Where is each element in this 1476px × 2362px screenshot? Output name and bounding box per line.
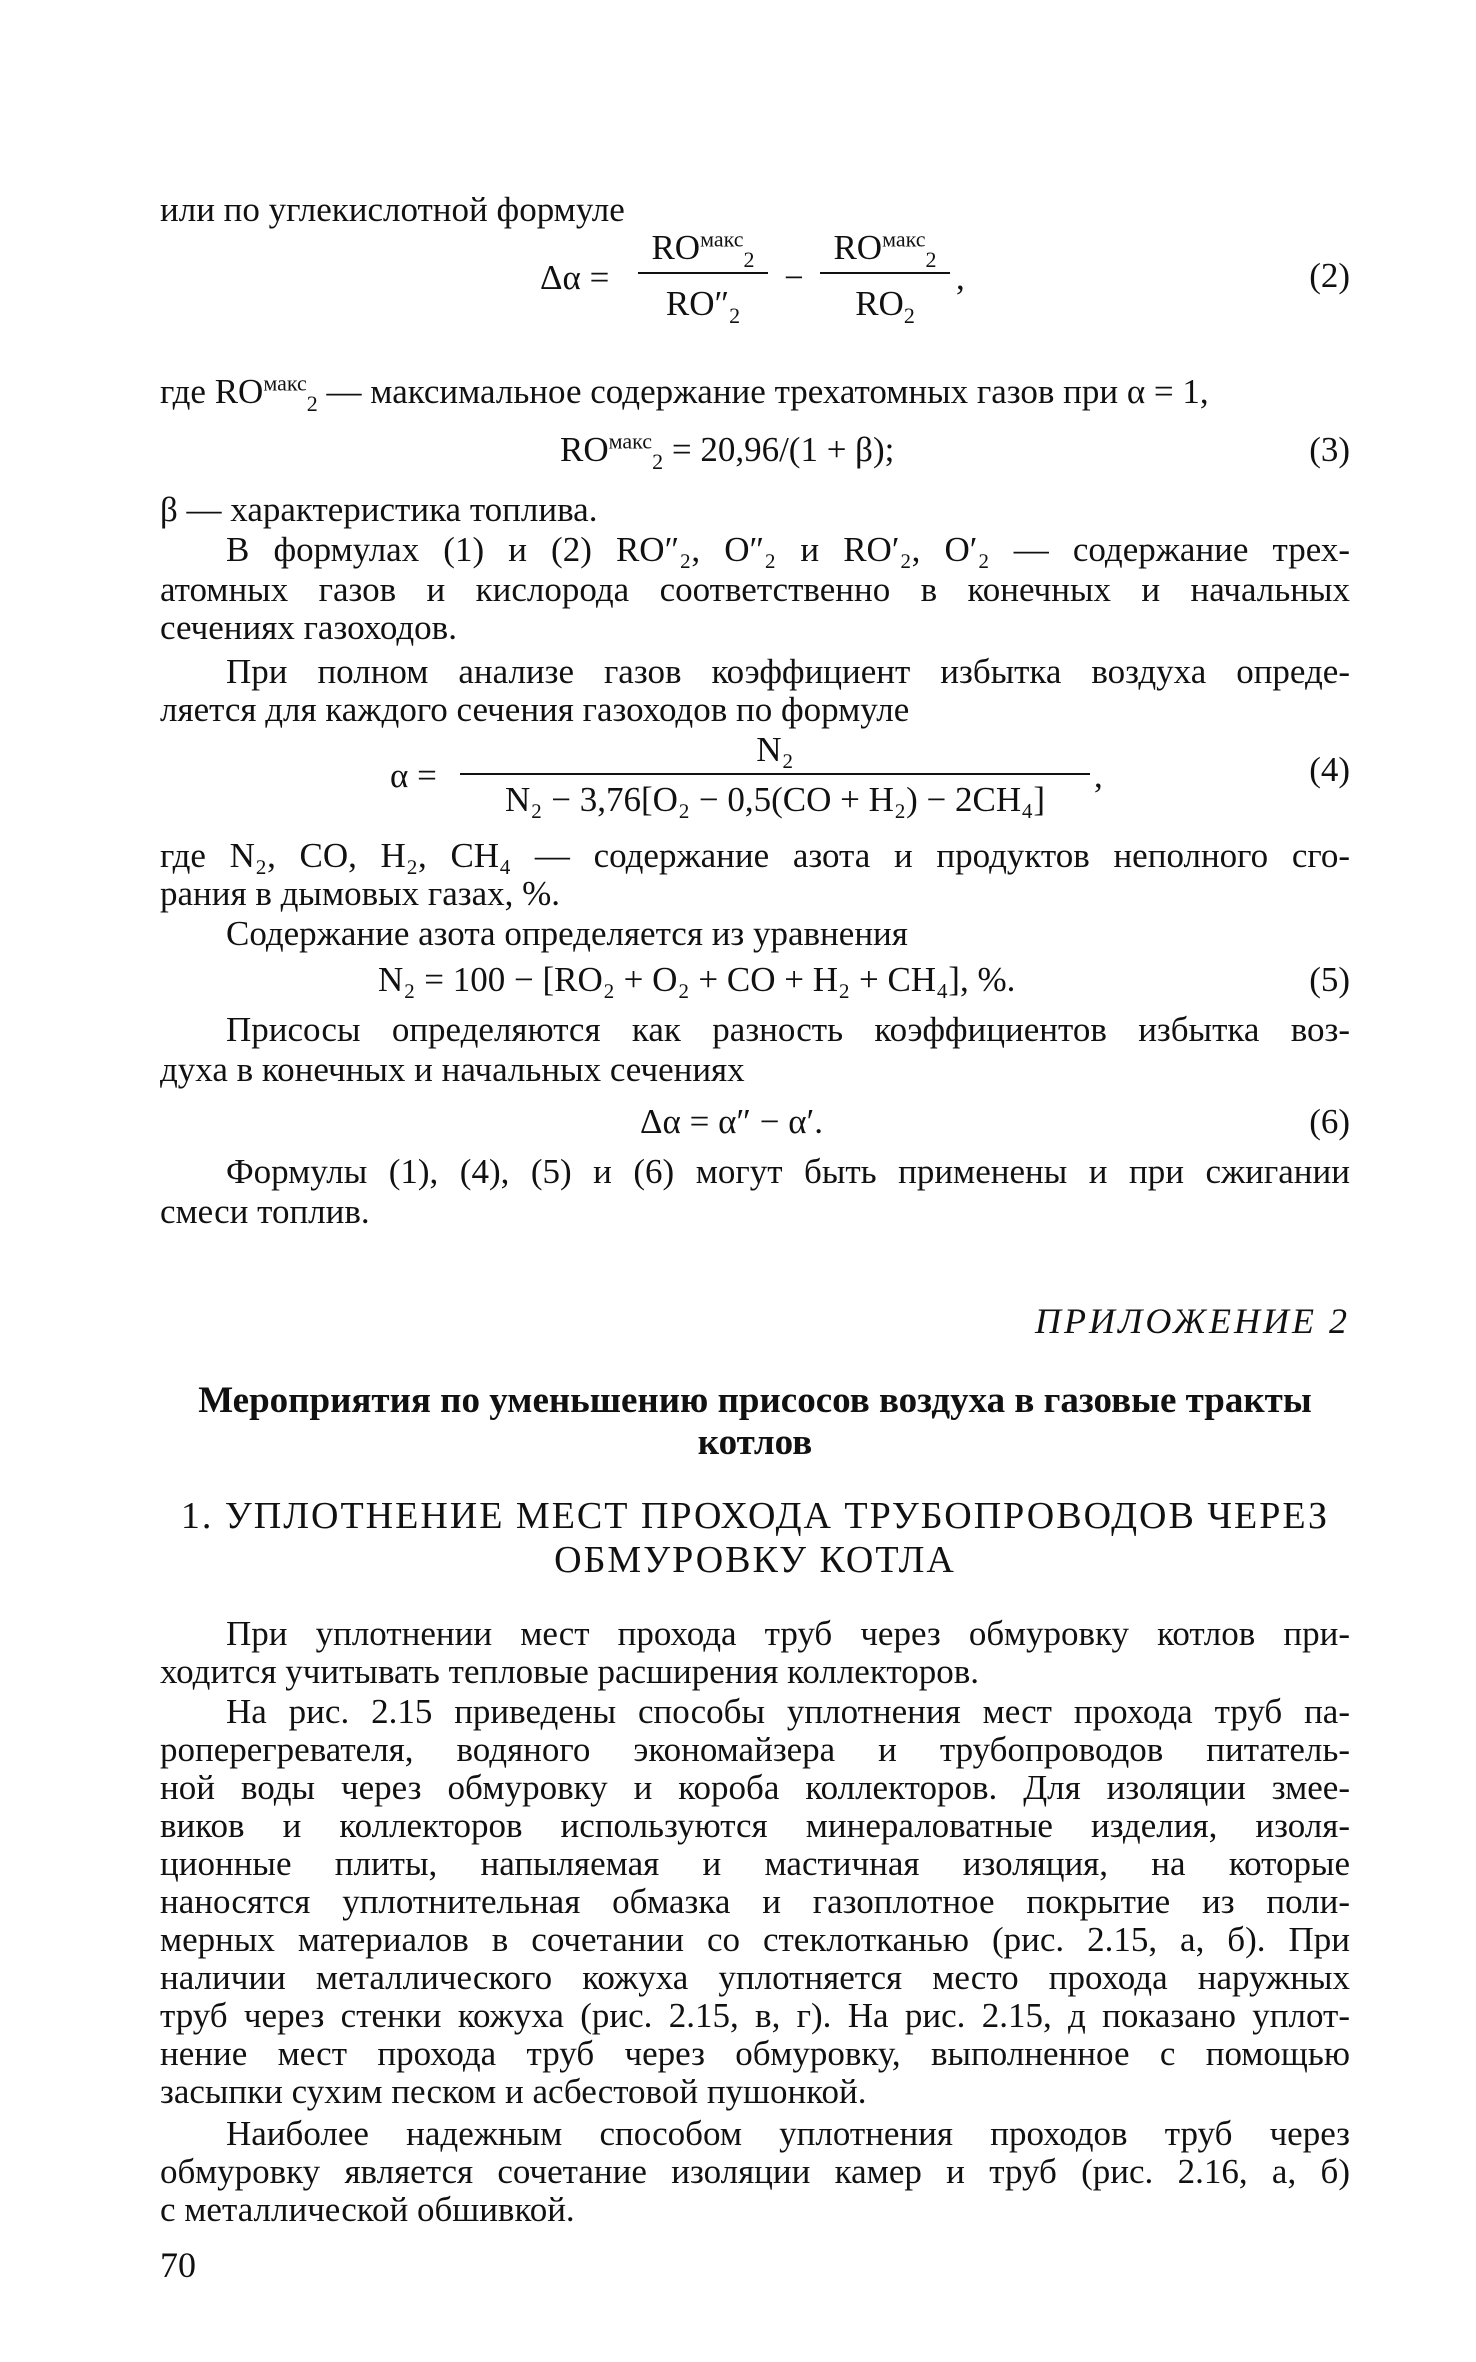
formula2-den2: $RO_2$	[855, 284, 915, 328]
para8-line: нение мест прохода труб через обмуровку, выполненное с помощью	[160, 2034, 1350, 2073]
para8-line: труб через стенки кожуха (рис. 2.15, в, г). На рис. 2.15, д показано уплот-	[160, 1996, 1350, 2035]
page-number: 70	[160, 2245, 196, 2285]
para8-line: ционные плиты, напыляемая и мастичная изоляция, на которые	[160, 1844, 1350, 1883]
formula4-tail: ,	[1094, 756, 1103, 795]
para8-line: наличии металлического кожуха уплотняется место прохода наружных	[160, 1958, 1350, 1997]
para8-line: засыпки сухим песком и асбестовой пушонкой.	[160, 2072, 867, 2111]
formula2-tail: ,	[956, 258, 965, 297]
para4-line: Содержание азота определяется из уравнения	[226, 914, 908, 953]
para8-line: На рис. 2.15 приведены способы уплотнения мест прохода труб па-	[226, 1692, 1350, 1731]
para6-line: смеси топлив.	[160, 1192, 370, 1231]
para8-line: ной воды через обмуровку и короба коллекторов. Для изоляции змее-	[160, 1768, 1350, 1807]
formula4-num: N₂	[756, 730, 794, 769]
section-title: ОБМУРОВКУ КОТЛА	[554, 1539, 956, 1581]
section-title: 1. УПЛОТНЕНИЕ МЕСТ ПРОХОДА ТРУБОПРОВОДОВ ЧЕРЕЗ	[180, 1495, 1330, 1537]
intro-line: или по углекислотной формуле	[160, 190, 625, 229]
appendix-title: Мероприятия по уменьшению присосов воздуха в газовые тракты	[198, 1380, 1312, 1421]
formula2-den1: $RO''_2$	[665, 284, 741, 328]
formula2-bar2	[820, 272, 950, 274]
formula6-number: (6)	[1309, 1102, 1350, 1141]
formula2-num2: $RO^{макс}_2$	[833, 226, 937, 272]
formula5-number: (5)	[1309, 960, 1350, 999]
para5-line: духа в конечных и начальных сечениях	[160, 1050, 745, 1089]
para9-line: Наиболее надежным способом уплотнения проходов труб через	[226, 2114, 1350, 2153]
para2-line: ляется для каждого сечения газоходов по формуле	[160, 690, 910, 729]
para3-line: рания в дымовых газах, %.	[160, 874, 561, 913]
para1-line: В формулах (1) и (2) RO″₂, O″₂ и RO′₂, O′₂ — содержание трех-	[226, 530, 1350, 569]
para1-line: сечениях газоходов.	[160, 608, 457, 647]
appendix-title: котлов	[697, 1422, 813, 1463]
para9-line: обмуровку является сочетание изоляции камер и труб (рис. 2.16, а, б)	[160, 2152, 1350, 2191]
para2-line: При полном анализе газов коэффициент избытка воздуха опреде-	[226, 652, 1350, 691]
appendix-label: ПРИЛОЖЕНИЕ 2	[1035, 1301, 1350, 1341]
formula2-num1: $RO^{макс}_2$	[651, 226, 755, 272]
formula4-bar	[460, 773, 1090, 775]
formula4-den: N₂ − 3,76[O₂ − 0,5(CO + H₂) − 2CH₄]	[505, 780, 1045, 819]
formula4-lhs: α =	[390, 756, 437, 795]
para7-line: При уплотнении мест прохода труб через обмуровку котлов при-	[226, 1614, 1350, 1653]
para8-line: наносятся уплотнительная обмазка и газоплотное покрытие из поли-	[160, 1882, 1350, 1921]
formula-5: N₂ = 100 − [RO₂ + O₂ + CO + H₂ + CH₄], %.	[378, 960, 1016, 999]
where-ro2max-line: где $RO^{макс}_2$ — максимальное содержание трехатомных газов при α = 1,	[160, 370, 1209, 416]
para8-line: мерных материалов в сочетании со стеклотканью (рис. 2.15, а, б). При	[160, 1920, 1350, 1959]
formula-6: Δα = α″ − α′.	[640, 1102, 823, 1141]
para7-line: ходится учитывать тепловые расширения коллекторов.	[160, 1652, 979, 1691]
para8-line: роперегревателя, водяного экономайзера и трубопроводов питатель-	[160, 1730, 1350, 1769]
formula3-number: (3)	[1309, 430, 1350, 469]
para9-line: с металлической обшивкой.	[160, 2190, 575, 2229]
para3-line: где N₂, CO, H₂, CH₄ — содержание азота и продуктов неполного сго-	[160, 836, 1350, 875]
formula2-lhs: Δα =	[540, 258, 610, 297]
formula2-minus: −	[784, 258, 804, 297]
para5-line: Присосы определяются как разность коэффициентов избытка воз-	[226, 1010, 1350, 1049]
formula-3: $RO^{макс}_2 = 20,96/(1 + \beta)$;	[560, 428, 895, 474]
beta-line: β — характеристика топлива.	[160, 490, 598, 529]
formula2-number: (2)	[1309, 256, 1350, 295]
formula4-number: (4)	[1309, 750, 1350, 789]
para1-line: атомных газов и кислорода соответственно в конечных и начальных	[160, 570, 1350, 609]
para6-line: Формулы (1), (4), (5) и (6) могут быть применены и при сжигании	[226, 1152, 1350, 1191]
para8-line: виков и коллекторов используются минераловатные изделия, изоля-	[160, 1806, 1350, 1845]
formula2-bar1	[638, 272, 768, 274]
